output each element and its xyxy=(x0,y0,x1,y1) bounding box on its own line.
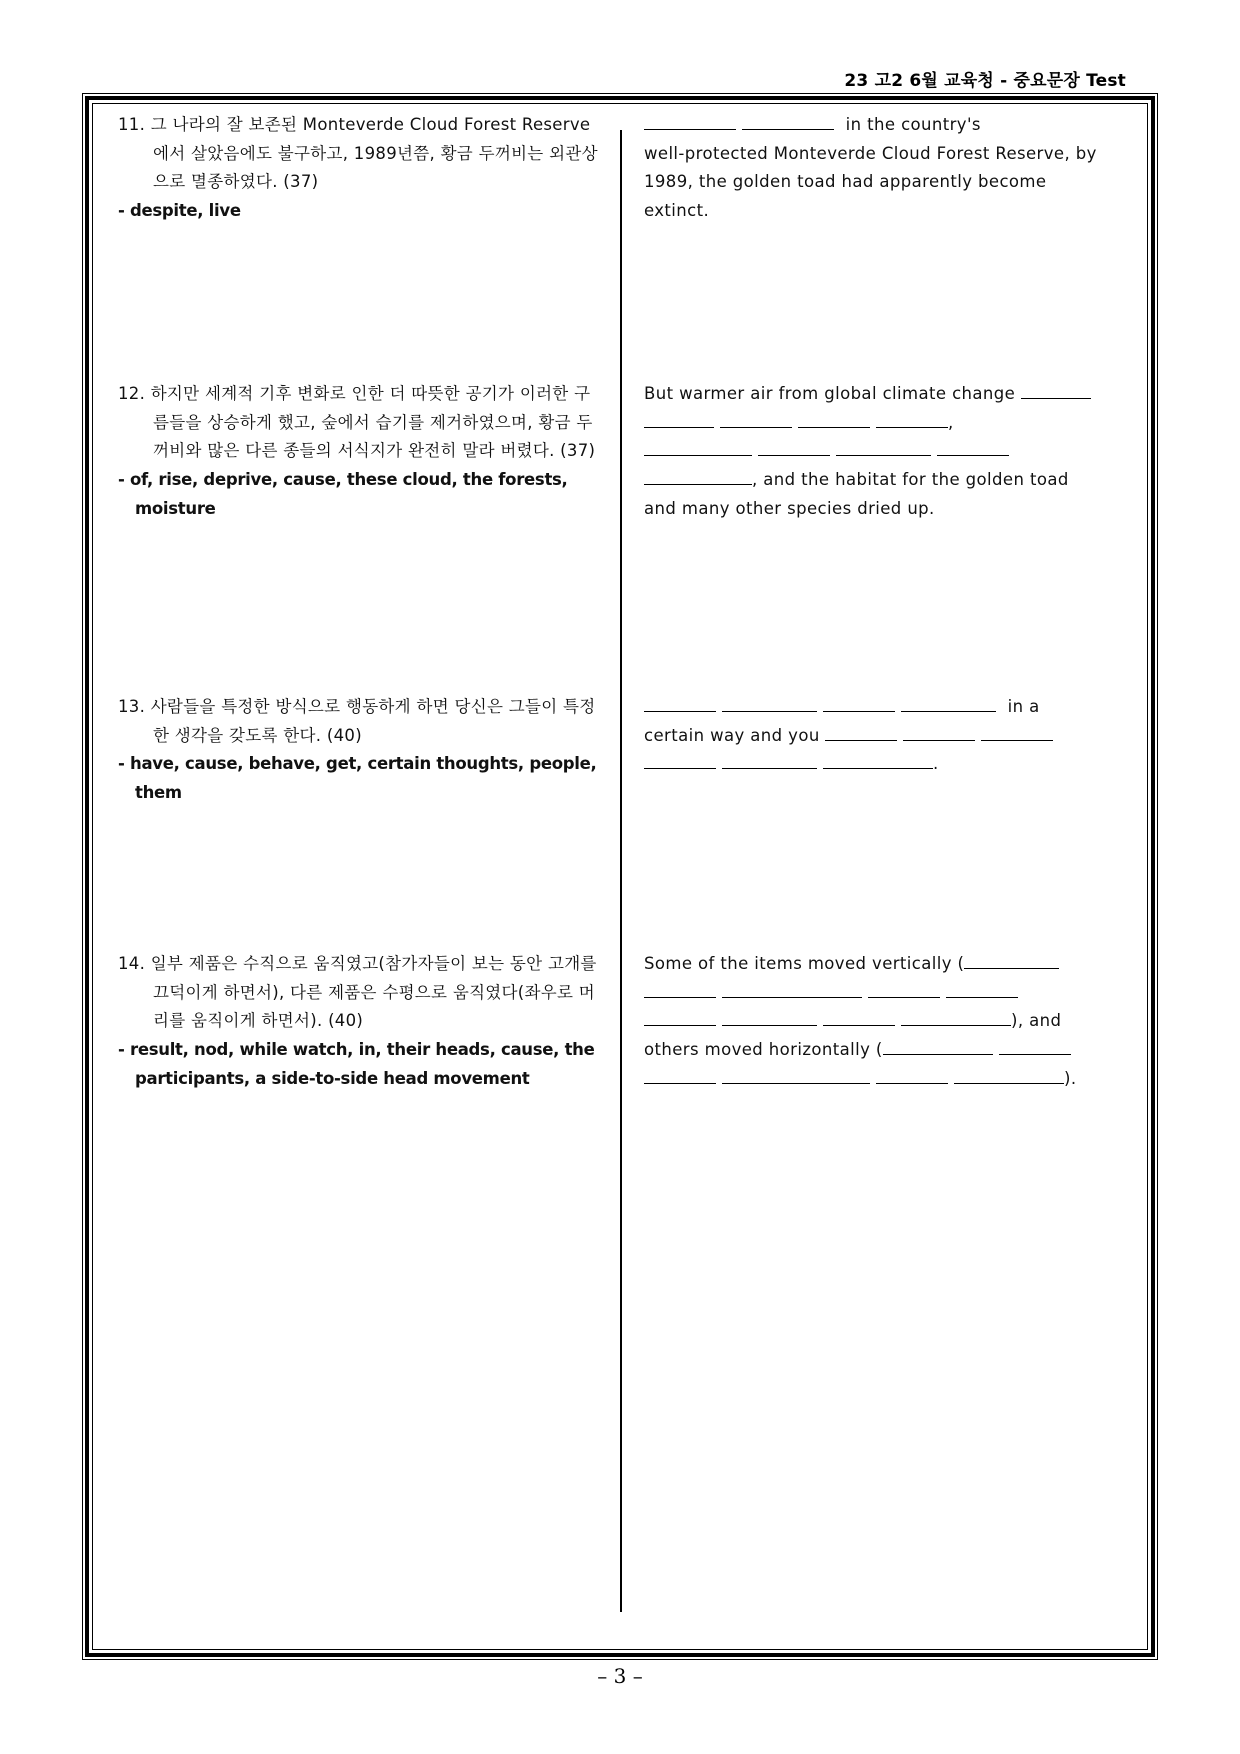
korean-sentence: 하지만 세계적 기후 변화로 인한 더 따뜻한 공기가 이러한 구름들을 상승하게 했고, 숲에서 습기를 제거하였으며, 황금 두꺼비와 많은 다른 종들의 서식지가 완전히 말라 버렸다. (37) xyxy=(150,384,596,461)
word-hint: - have, cause, behave, get, certain thoughts, people, them xyxy=(118,754,597,803)
question-11-prompt: 11. 그 나라의 잘 보존된 Monteverde Cloud Forest Reserve에서 살았음에도 불구하고, 1989년쯤, 황금 두꺼비는 외관상으로 멸종하였다. (37) - despite, live xyxy=(118,111,598,226)
answer-blank[interactable] xyxy=(644,1066,716,1084)
answer-blank[interactable] xyxy=(981,723,1053,741)
question-14-answer: Some of the items moved vertically ( ), and others moved horizontally ( ). xyxy=(644,950,1129,1094)
question-13-answer: in a certain way and you . xyxy=(644,693,1129,779)
answer-blank[interactable] xyxy=(836,438,931,456)
answer-blank[interactable] xyxy=(722,751,817,769)
answer-blank[interactable] xyxy=(644,980,716,998)
answer-blank[interactable] xyxy=(742,112,834,130)
answer-blank[interactable] xyxy=(798,410,870,428)
answer-blank[interactable] xyxy=(903,723,975,741)
answer-blank[interactable] xyxy=(868,980,940,998)
answer-blank[interactable] xyxy=(644,438,752,456)
answer-blank[interactable] xyxy=(722,694,817,712)
question-14-prompt: 14. 일부 제품은 수직으로 움직였고(참가자들이 보는 동안 고개를 끄덕이게 하면서), 다른 제품은 수평으로 움직였다(좌우로 머리를 움직이게 하면서). (40) - result, nod, while watch, in, their heads, cause, the participants, a side-to-side head movement xyxy=(118,950,598,1094)
answer-blank[interactable] xyxy=(722,1066,870,1084)
korean-sentence: 사람들을 특정한 방식으로 행동하게 하면 당신은 그들이 특정한 생각을 갖도록 한다. (40) xyxy=(150,697,596,745)
answer-blank[interactable] xyxy=(876,410,948,428)
answer-blank[interactable] xyxy=(876,1066,948,1084)
page-number: – 3 – xyxy=(597,1664,643,1688)
column-divider xyxy=(620,130,622,1612)
answer-blank[interactable] xyxy=(644,694,716,712)
answer-blank[interactable] xyxy=(823,1008,895,1026)
question-12-answer: But warmer air from global climate change , , and the habitat for the golden toad and many other species dried up. xyxy=(644,380,1129,524)
answer-blank[interactable] xyxy=(823,694,895,712)
answer-blank[interactable] xyxy=(1021,381,1091,399)
korean-sentence: 그 나라의 잘 보존된 Monteverde Cloud Forest Reserve에서 살았음에도 불구하고, 1989년쯤, 황금 두꺼비는 외관상으로 멸종하였다. (37) xyxy=(150,115,598,192)
korean-sentence: 일부 제품은 수직으로 움직였고(참가자들이 보는 동안 고개를 끄덕이게 하면서), 다른 제품은 수평으로 움직였다(좌우로 머리를 움직이게 하면서). (40) xyxy=(150,954,597,1031)
answer-blank[interactable] xyxy=(823,751,933,769)
answer-blank[interactable] xyxy=(722,980,862,998)
answer-blank[interactable] xyxy=(964,951,1059,969)
answer-blank[interactable] xyxy=(901,694,996,712)
answer-blank[interactable] xyxy=(644,1008,716,1026)
question-13-prompt: 13. 사람들을 특정한 방식으로 행동하게 하면 당신은 그들이 특정한 생각을 갖도록 한다. (40) - have, cause, behave, get, certain thoughts, people, them xyxy=(118,693,598,808)
answer-blank[interactable] xyxy=(954,1066,1064,1084)
answer-blank[interactable] xyxy=(946,980,1018,998)
answer-blank[interactable] xyxy=(883,1037,993,1055)
question-12-prompt: 12. 하지만 세계적 기후 변화로 인한 더 따뜻한 공기가 이러한 구름들을 상승하게 했고, 숲에서 습기를 제거하였으며, 황금 두꺼비와 많은 다른 종들의 서식지가 완전히 말라 버렸다. (37) - of, rise, deprive, cause, these cloud, the forests, moisture xyxy=(118,380,598,524)
answer-blank[interactable] xyxy=(720,410,792,428)
answer-blank[interactable] xyxy=(758,438,830,456)
answer-blank[interactable] xyxy=(644,410,714,428)
answer-blank[interactable] xyxy=(999,1037,1071,1055)
document-header-title: 23 고2 6월 교육청 - 중요문장 Test xyxy=(844,71,1126,91)
answer-blank[interactable] xyxy=(644,112,736,130)
question-11-answer: in the country's well-protected Monteverde Cloud Forest Reserve, by 1989, the golden toad had apparently become extinct. xyxy=(644,111,1129,226)
word-hint: - result, nod, while watch, in, their heads, cause, the participants, a side-to-side head movement xyxy=(118,1040,595,1088)
word-hint: - despite, live xyxy=(118,201,241,221)
answer-blank[interactable] xyxy=(825,723,897,741)
answer-blank[interactable] xyxy=(722,1008,817,1026)
answer-blank[interactable] xyxy=(937,438,1009,456)
answer-blank[interactable] xyxy=(644,467,752,485)
answer-blank[interactable] xyxy=(644,751,716,769)
word-hint: - of, rise, deprive, cause, these cloud, the forests, moisture xyxy=(118,470,568,518)
answer-blank[interactable] xyxy=(901,1008,1011,1026)
